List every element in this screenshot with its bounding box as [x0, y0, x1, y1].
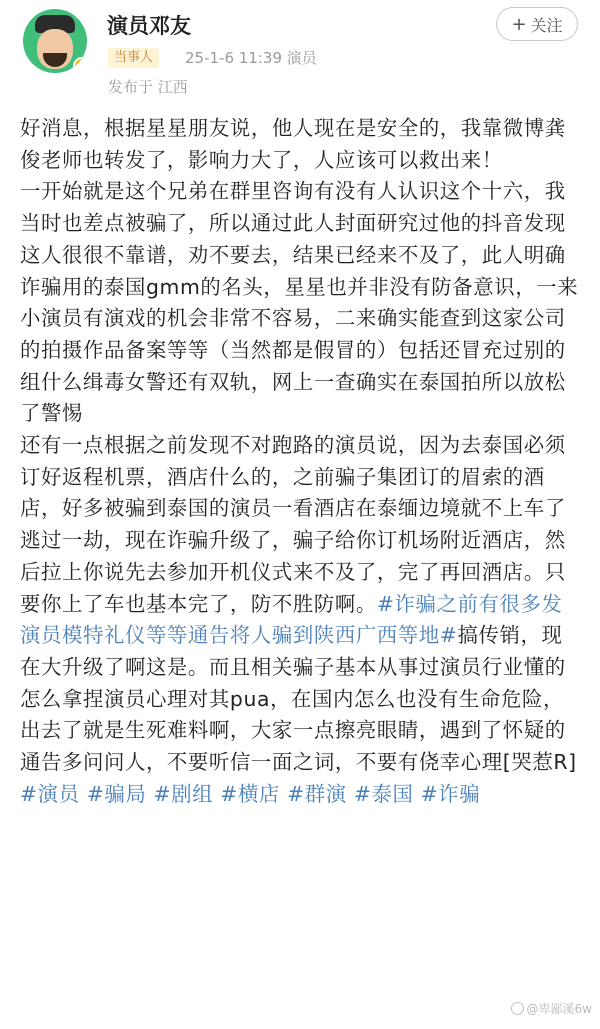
- post-paragraph-3: [20, 430, 582, 810]
- post-content: [20, 113, 582, 810]
- post-time-source: 25-1-6 11:39 演员: [185, 49, 317, 67]
- hashtag-link-long[interactable]: #诈骗之前有很多发演员模特礼仪等等通告将人骗到陕西广西等地#: [20, 591, 563, 648]
- party-tag-badge: 当事人: [108, 48, 159, 68]
- post-paragraph-3-rest: 搞传销，现在大升级了啊这是。而且相关骗子基本从事过演员行业懂的怎么拿捏演员心理对其pua，在国内怎么也没有生命危险，出去了就是生死难料啊，大家一点擦亮眼睛，遇到了怀疑的通告多问问人，不要听信一面之词，不要有侥幸心理[哭惹R]: [20, 623, 577, 775]
- avatar[interactable]: [23, 9, 87, 73]
- follow-button[interactable]: [496, 7, 578, 41]
- watermark: [511, 1000, 592, 1017]
- post-location: 发布于 江西: [108, 78, 188, 96]
- hashtag-crew[interactable]: #剧组: [153, 781, 214, 806]
- hashtag-extras[interactable]: #群演: [287, 781, 347, 806]
- watermark-logo-icon: [511, 1002, 524, 1015]
- verified-badge-icon: [73, 57, 87, 73]
- hashtag-scam[interactable]: #骗局: [86, 781, 147, 806]
- hashtag-fraud[interactable]: #诈骗: [420, 781, 481, 806]
- plus-icon: +: [511, 13, 527, 35]
- watermark-text: @卑鄙溪6w: [526, 1002, 592, 1016]
- post-paragraph-1: 好消息，根据星星朋友说，他人现在是安全的，我靠微博龚俊老师也转发了，影响力大了，人应该可以救出来！: [20, 116, 566, 172]
- hashtag-hengdian[interactable]: #横店: [220, 781, 280, 806]
- follow-label: 关注: [530, 15, 563, 35]
- hashtag-actor[interactable]: #演员: [20, 781, 80, 806]
- post-header: [0, 0, 600, 110]
- post-paragraph-3-text: 还有一点根据之前发现不对跑路的演员说，因为去泰国必须订好返程机票，酒店什么的，之前骗子集团订的眉索的酒店，好多被骗到泰国的演员一看酒店在泰缅边境就不上车了逃过一劫，现在诈骗升级了，骗子给你订机场附近酒店，然后拉上你说先去参加开机仪式来不及了，完了再回酒店。只要你上了车也基本完了，防不胜防啊。: [20, 433, 566, 616]
- post-paragraph-2: 一开始就是这个兄弟在群里咨询有没有人认识这个十六，我当时也差点被骗了，所以通过此人封面研究过他的抖音发现这人很很不靠谱，劝不要去，结果已经来不及了，此人明确诈骗用的泰国gmm的名头，星星也并非没有防备意识，一来小演员有演戏的机会非常不容易，二来确实能查到这家公司的拍摄作品备案等等（当然都是假冒的）包括还冒充过别的组什么缉毒女警还有双轨，网上一查确实在泰国拍所以放松了警惕: [20, 179, 579, 426]
- author-name[interactable]: 演员邓友: [107, 14, 191, 38]
- hashtag-thailand[interactable]: #泰国: [353, 781, 414, 806]
